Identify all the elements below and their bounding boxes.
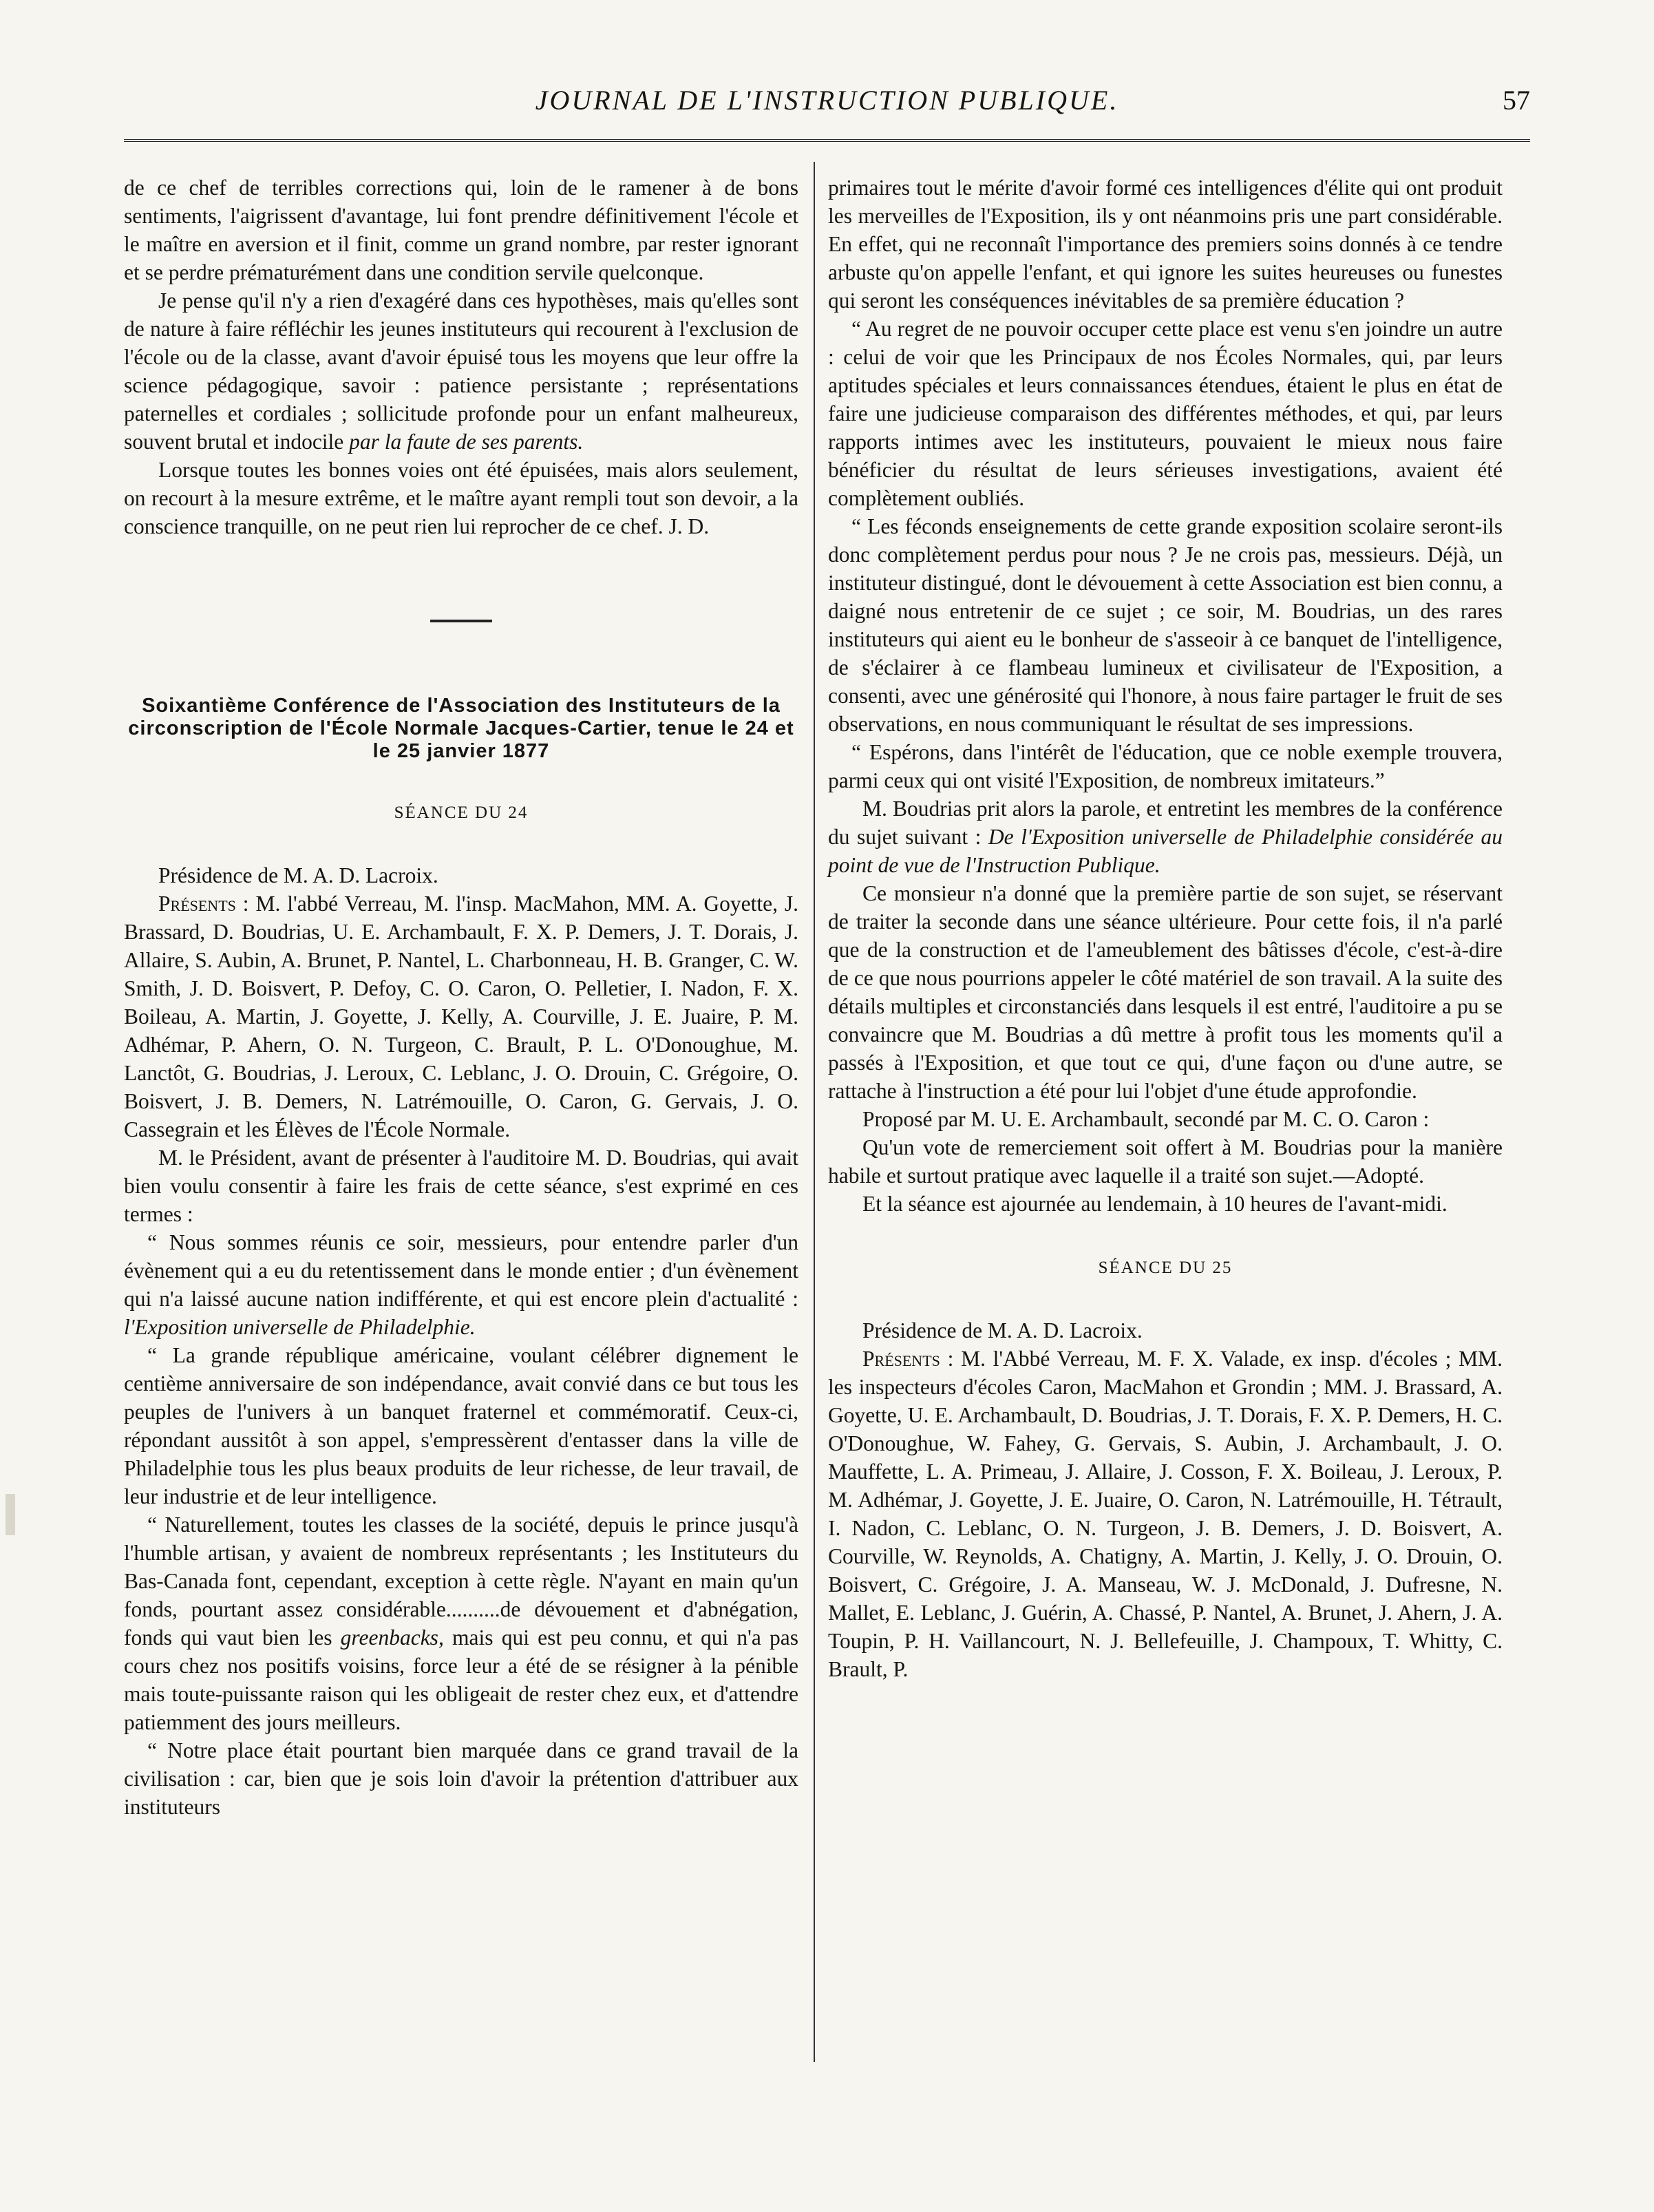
paragraph-italic: greenbacks, <box>340 1625 444 1650</box>
paragraph <box>124 456 798 540</box>
attendees-list: M. l'Abbé Verreau, M. F. X. Valade, ex insp. d'écoles ; MM. les inspecteurs d'écoles Caron, MacMahon et Grondin ; MM. J. Brassard, A. Goyette, U. E. Archambault, D. Boudrias, J. T. Dorais, F. X. P. Demers, H. C. O'Donoughue, W. Fahey, G. Gervais, S. Aubin, J. Archambault, J. O. Mauffette, L. A. Primeau, J. Allaire, J. Cosson, F. X. Boileau, J. Leroux, P. M. Adhémar, J. Goyette, J. E. Juaire, O. Caron, N. Latrémouille, H. Tétrault, I. Nadon, C. Leblanc, O. N. Turgeon, J. B. Demers, J. D. Boisvert, A. Courville, W. Reynolds, A. Chatigny, A. Martin, J. Kelly, J. O. Drouin, O. Boisvert, C. Grégoire, J. A. Manseau, W. J. McDonald, J. Dufresne, N. Mallet, E. Leblanc, J. Guérin, A. Chassé, P. Nantel, A. Brunet, J. Ahern, J. A. Toupin, P. H. Vaillancourt, N. J. Bellefeuille, J. Champoux, T. Whitty, C. Brault, P. <box>828 1347 1503 1681</box>
quote-paragraph <box>124 1510 798 1736</box>
session-title: SÉANCE DU 25 <box>1098 1258 1233 1277</box>
right-column <box>828 173 1503 1683</box>
paragraph-italic: l'Exposition universelle de Philadelphie. <box>124 1315 476 1339</box>
article-heading: Soixantième Conférence de l'Association des Instituteurs de la circonscription de l'École Normale Jacques-Cartier, tenue le 24 et le 25 janvier 1877 <box>128 695 794 762</box>
page-number: 57 <box>1503 85 1530 116</box>
running-head <box>124 77 1530 125</box>
paragraph: Qu'un vote de remerciement soit offert à M. Boudrias pour la manière habile et surtout pratique avec laquelle il a traité son sujet.—Adopté. <box>828 1135 1503 1188</box>
paragraph: de ce chef de terribles corrections qui, loin de le ramener à de bons sentiments, l'aigrissent d'avantage, lui font prendre définitivement l'école et le maître en aversion et il finit, comme un grand nombre, par rester ignorant et se perdre prématurément dans une condition servile quelconque. <box>124 176 798 284</box>
paragraph-italic: par la faute de ses parents. <box>349 430 584 454</box>
quote-paragraph: “ Espérons, dans l'intérêt de l'éducation, que ce noble exemple trouvera, parmi ceux qui ont visité l'Exposition, de nombreux imitateurs.” <box>828 740 1503 792</box>
margin-stain <box>6 1494 15 1535</box>
paragraph-italic: De l'Exposition universelle de Philadelphie considérée au point de vue de l'Instruction Publique. <box>828 825 1503 877</box>
paragraph-text: “ Nous sommes réunis ce soir, messieurs, pour entendre parler d'un évènement qui a eu du retentissement dans le monde entier ; d'un évènement qui n'a laissé aucune nation indifférente, et qui est encore plein d'actualité : <box>124 1230 798 1311</box>
attendees-paragraph <box>828 1345 1503 1683</box>
quote-paragraph: “ Les féconds enseignements de cette grande exposition scolaire seront-ils donc complètement perdus pour nous ? Je ne crois pas, messieurs. Déjà, un instituteur distingué, dont le dévouement à cette Association est bien connu, a daigné nous entretenir de ce sujet ; ce soir, M. Boudrias, un des rares instituteurs qui aient eu le bonheur de s'asseoir à ce banquet de l'intelligence, de s'éclairer à ce flambeau lumineux et civilisateur de l'Exposition, a consenti, avec une générosité qui l'honore, à nous faire partager le fruit de ses observations, en nous communiquant le résultat de ses impressions. <box>828 514 1503 736</box>
paragraph: Et la séance est ajournée au lendemain, à 10 heures de l'avant-midi. <box>862 1192 1448 1216</box>
paragraph: M. le Président, avant de présenter à l'auditoire M. D. Boudrias, qui avait bien voulu consentir à faire les frais de cette séance, s'est exprimé en ces termes : <box>124 1146 798 1226</box>
presents-label: Présents : <box>158 892 249 916</box>
paragraph-text: Je pense qu'il n'y a rien d'exagéré dans ces hypothèses, mais qu'elles sont de nature à faire réfléchir les jeunes instituteurs qui recourent à l'exclusion de l'école ou de la classe, avant d'avoir épuisé tous les moyens que leur offre la science pédagogique, savoir : patience persistante ; représentations paternelles et cordiales ; sollicitude profonde pour un enfant malheureux, souvent brutal et indocile <box>124 288 798 454</box>
session-title: SÉANCE DU 24 <box>394 803 529 822</box>
header-rule <box>124 139 1530 142</box>
quote-paragraph <box>124 1228 798 1341</box>
attendees-paragraph <box>124 889 798 1144</box>
presidence-line: Présidence de M. A. D. Lacroix. <box>158 863 438 887</box>
quote-paragraph: “ La grande république américaine, voulant célébrer dignement le centième anniversaire de son indépendance, avait convié dans ce but tous les peuples de l'univers à un banquet fraternel et commémoratif. Ceux-ci, répondant aussitôt à son appel, s'empressèrent d'entasser dans la ville de Philadelphie tous les plus beaux produits de leur richesse, de leur travail, de leur industrie et de leur intelligence. <box>124 1343 798 1508</box>
paragraph-text: Lorsque toutes les bonnes voies ont été épuisées, mais alors seulement, on recourt à la mesure extrême, et le maître ayant rempli tout son devoir, a la conscience tranquille, on ne peut rien lui reprocher de ce chef. <box>124 458 798 538</box>
attendees-list: M. l'abbé Verreau, M. l'insp. MacMahon, MM. A. Goyette, J. Brassard, D. Boudrias, U. E. Archambault, F. X. P. Demers, J. T. Dorais, J. Allaire, S. Aubin, A. Brunet, P. Nantel, L. Charbonneau, H. B. Granger, C. W. Smith, J. D. Boisvert, P. Defoy, C. O. Caron, O. Pelletier, I. Nadon, F. X. Boileau, A. Martin, J. Goyette, J. Kelly, A. Courville, J. E. Juaire, P. M. Adhémar, P. Ahern, O. N. Turgeon, C. Brault, P. L. O'Donoughue, M. Lanctôt, G. Boudrias, J. Leroux, C. Leblanc, J. O. Drouin, C. Grégoire, O. Boisvert, J. B. Demers, N. Latrémouille, O. Caron, G. Gervais, J. O. Cassegrain et les Élèves de l'École Normale. <box>124 892 799 1141</box>
presidence-line: Présidence de M. A. D. Lacroix. <box>862 1318 1143 1342</box>
left-column <box>124 173 798 1821</box>
paragraph: Ce monsieur n'a donné que la première partie de son sujet, se réservant de traiter la seconde dans une séance ultérieure. Pour cette fois, il n'a parlé que de la construction et de l'ameublement des bâtisses d'école, c'est-à-dire de ce que nous pourrions appeler le côté matériel de son travail. A la suite des détails multiples et circonstanciés dans lesquels il est entré, l'auditoire a pu se convaincre que M. Boudrias a dû mettre à profit tous les moments qu'il a passés à l'Exposition, et que tout ce qui, d'une façon ou d'une autre, se rattache à l'instruction a été pour lui l'objet d'une étude approfondie. <box>828 881 1503 1103</box>
paragraph: primaires tout le mérite d'avoir formé ces intelligences d'élite qui ont produit les merveilles de l'Exposition, ils y ont néanmoins pris une part considérable. En effet, qui ne reconnaît l'importance des premiers soins donnés à ce tendre arbuste qu'on appelle l'enfant, et qui ignore les suites heureuses ou funestes qui seront les conséquences inévitables de sa première éducation ? <box>828 176 1503 313</box>
section-divider <box>430 620 492 622</box>
presents-label: Présents : <box>862 1347 954 1371</box>
paragraph <box>828 794 1503 879</box>
journal-title: JOURNAL DE L'INSTRUCTION PUBLIQUE. <box>535 85 1119 116</box>
paragraph-text: M. Boudrias prit alors la parole, et entretint les membres de la conférence du sujet suivant : <box>828 797 1503 849</box>
paragraph <box>124 286 798 456</box>
signature: J. D. <box>668 514 710 538</box>
quote-paragraph: “ Au regret de ne pouvoir occuper cette place est venu s'en joindre un autre : celui de voir que les Principaux de nos Écoles Normales, qui, par leurs aptitudes spéciales et leurs connaissances étendues, étaient le plus en état de faire une judicieuse comparaison des différentes méthodes, et qui, par leurs rapports intimes avec les instituteurs, pouvaient le mieux nous faire bénéficier du résultat de leurs sérieuses investigations, avaient été complètement oubliés. <box>828 317 1503 510</box>
paragraph-text: mais qui est peu connu, et qui n'a pas cours chez nos positifs voisins, force leur a été de se résigner à la pénible mais toute-puissante raison qui les obligeait de rester chez eux, et d'attendre patiemment des jours meilleurs. <box>124 1625 799 1734</box>
paragraph: Proposé par M. U. E. Archambault, secondé par M. C. O. Caron : <box>862 1107 1430 1131</box>
column-divider <box>814 162 815 2062</box>
quote-paragraph: “ Notre place était pourtant bien marquée dans ce grand travail de la civilisation : car, bien que je sois loin d'avoir la prétention d'attribuer aux instituteurs <box>124 1738 798 1819</box>
paragraph-text: “ Naturellement, toutes les classes de la société, depuis le prince jusqu'à l'humble artisan, y avaient de nombreux représentants ; les Instituteurs du Bas-Canada font, cependant, exception à cette règle. N'ayant en main qu'un fonds, pourtant assez considérable..........de dévouement et d'abnégation, fonds qui vaut bien les <box>124 1513 798 1650</box>
